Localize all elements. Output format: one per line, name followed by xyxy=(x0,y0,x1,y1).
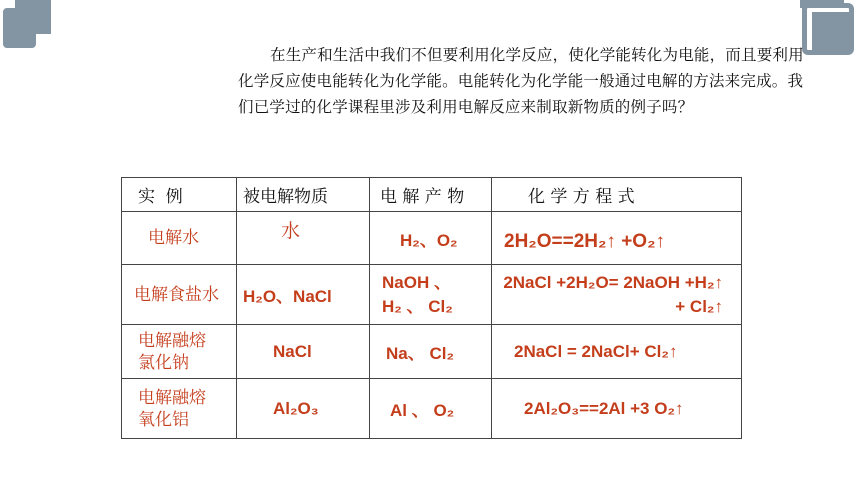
header-products: 电 解 产 物 xyxy=(370,178,492,212)
corner-decoration-top-left xyxy=(0,0,60,55)
intro-paragraph: 在生产和生活中我们不但要利用化学反应，使化学能转化为电能，而且要利用化学反应使电能转化为化学能。电能转化为化学能一般通过电解的方法来完成。我们已学过的化学课程里涉及利用电解反应来制取新物质的例子吗？ xyxy=(238,46,804,116)
row-example: 电解融熔氧化铝 xyxy=(138,387,206,430)
electrolysis-table xyxy=(121,177,742,439)
row-substance: 水 xyxy=(281,220,301,242)
table-row xyxy=(122,212,742,265)
row-substance: NaCl xyxy=(273,341,312,361)
row-substance: H₂O、NaCl xyxy=(243,287,332,306)
row-example: 电解水 xyxy=(148,228,199,248)
header-equation: 化 学 方 程 式 xyxy=(492,178,742,212)
row-equation: 2H₂O==2H₂↑ +O₂↑ xyxy=(504,231,666,252)
row-example: 电解融熔氯化钠 xyxy=(138,330,206,373)
row-equation: 2Al₂O₃==2Al +3 O₂↑ xyxy=(524,398,684,418)
row-equation: 2NaCl +2H₂O= 2NaOH +H₂↑ + Cl₂↑ xyxy=(503,272,723,316)
row-products: NaOH 、 H₂ 、 Cl₂ xyxy=(382,272,453,316)
corner-decoration-top-right xyxy=(800,0,860,55)
row-products: H₂、O₂ xyxy=(400,230,458,250)
table-row xyxy=(122,265,742,325)
table-row xyxy=(122,325,742,379)
row-equation: 2NaCl = 2NaCl+ Cl₂↑ xyxy=(514,341,678,361)
header-example: 实 例 xyxy=(122,178,237,212)
table-row xyxy=(122,379,742,439)
row-example: 电解食盐水 xyxy=(134,284,219,305)
row-products: Na、 Cl₂ xyxy=(386,344,455,363)
table-header-row xyxy=(122,178,742,212)
header-substance: 被电解物质 xyxy=(237,178,370,212)
row-products: Al 、 O₂ xyxy=(390,401,455,420)
row-substance: Al₂O₃ xyxy=(273,398,319,418)
